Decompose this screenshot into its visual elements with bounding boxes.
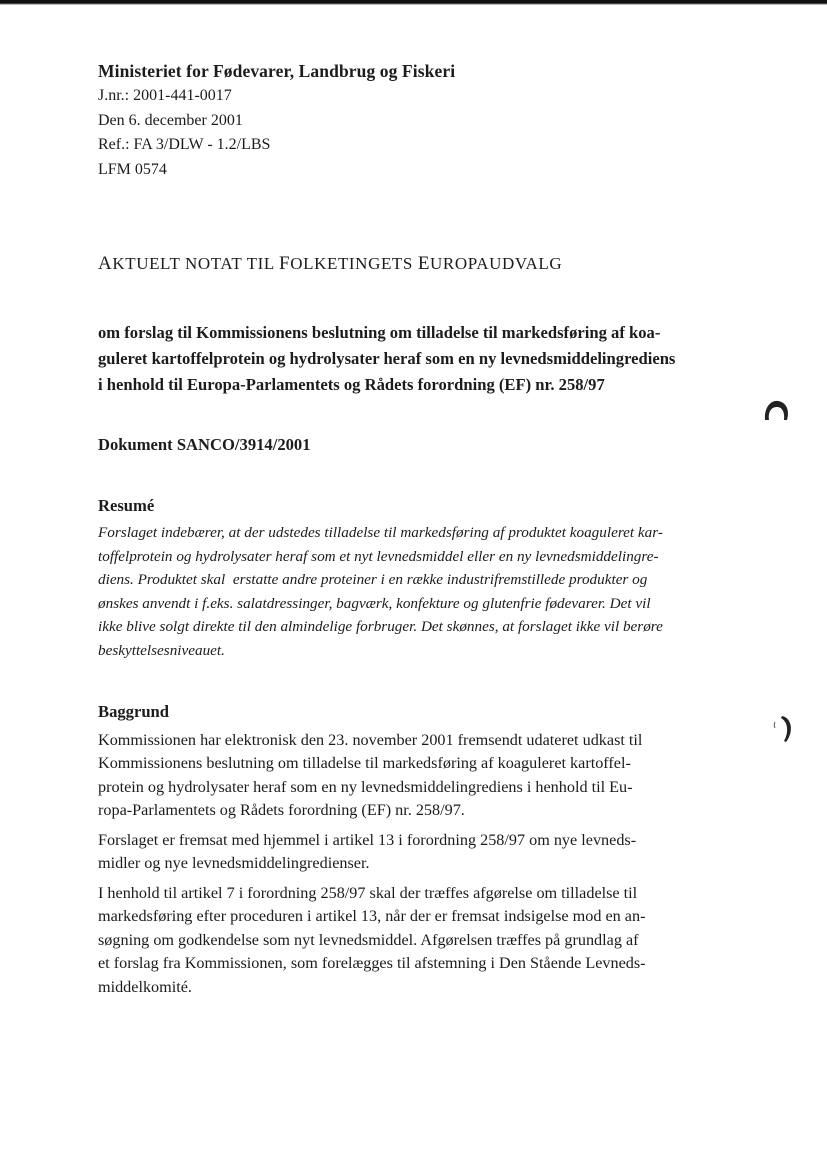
paragraph-line: midler og nye levnedsmiddelingredienser. (98, 854, 370, 873)
reference: Ref.: FA 3/DLW - 1.2/LBS (98, 136, 271, 153)
resume-line: diens. Produktet skal erstatte andre proteiner i en række industrifremstillede produkter og (98, 571, 648, 589)
paragraph (98, 882, 738, 1000)
subject-line: om forslag til Kommissionens beslutning om tilladelse til markedsføring af koa- (98, 323, 661, 342)
journal-number: J.nr.: 2001-441-0017 (98, 87, 232, 104)
lfm-number: LFM 0574 (98, 160, 167, 178)
paragraph (98, 729, 738, 823)
paragraph-line: et forslag fra Kommissionen, som forelægges til afstemning i Den Stående Levneds- (98, 954, 646, 973)
paragraph-line: I henhold til artikel 7 i forordning 258/97 skal der træffes afgørelse om tilladelse til (98, 883, 638, 902)
document-reference: Dokument SANCO/3914/2001 (98, 435, 311, 454)
scan-top-edge (0, 0, 827, 5)
paragraph (98, 829, 738, 876)
baggrund-heading: Baggrund (98, 701, 170, 721)
subject (98, 320, 738, 398)
punch-hole-mark-lower (772, 712, 798, 744)
letterhead (98, 58, 738, 182)
resume-line: ønskes anvendt i f.eks. salatdressinger, bagværk, konfekture og glutenfrie fødevarer. Det vil (98, 594, 651, 612)
resume-body (98, 521, 730, 663)
resume-line: toffelprotein og hydrolysater heraf som et nyt levnedsmiddel eller en ny levnedsmiddelingre- (98, 547, 659, 565)
ministry-name: Ministeriet for Fødevarer, Landbrug og Fiskeri (98, 61, 456, 81)
subject-line: guleret kartoffelprotein og hydrolysater heraf som en ny levnedsmiddelingrediens (98, 349, 676, 368)
paragraph-line: ropa-Parlamentets og Rådets forordning (EF) nr. 258/97. (98, 801, 465, 820)
paragraph-line: søgning om godkendelse som nyt levnedsmiddel. Afgørelsen træffes på grundlag af (98, 930, 639, 949)
resume-line: beskyttelsesniveauet. (98, 641, 225, 659)
resume-line: ikke blive solgt direkte til den almindelige forbruger. Det skønnes, at forslaget ikke vil berøre (98, 618, 663, 636)
paragraph-line: Forslaget er fremsat med hjemmel i artikel 13 i forordning 258/97 om nye levneds- (98, 830, 637, 849)
resume-heading: Resumé (98, 496, 155, 515)
paragraph-line: markedsføring efter proceduren i artikel 13, når der er fremsat indsigelse mod en an- (98, 907, 646, 926)
notat-title: AKTUELT NOTAT TIL FOLKETINGETS EUROPAUDVALG (98, 253, 563, 274)
paragraph-line: Kommissionen har elektronisk den 23. november 2001 fremsendt udateret udkast til (98, 730, 643, 749)
document-page (98, 58, 738, 999)
paragraph-line: middelkomité. (98, 977, 192, 996)
subject-line: i henhold til Europa-Parlamentets og Rådets forordning (EF) nr. 258/97 (98, 375, 605, 394)
paragraph-line: Kommissionens beslutning om tilladelse til markedsføring af koaguleret kartoffel- (98, 754, 631, 773)
punch-hole-mark-upper (760, 396, 792, 428)
document-date: Den 6. december 2001 (98, 111, 243, 129)
resume-line: Forslaget indebærer, at der udstedes tilladelse til markedsføring af produktet koaguleret kar- (98, 524, 663, 541)
paragraph-line: protein og hydrolysater heraf som en ny levnedsmiddelingrediens i henhold til Eu- (98, 777, 633, 796)
